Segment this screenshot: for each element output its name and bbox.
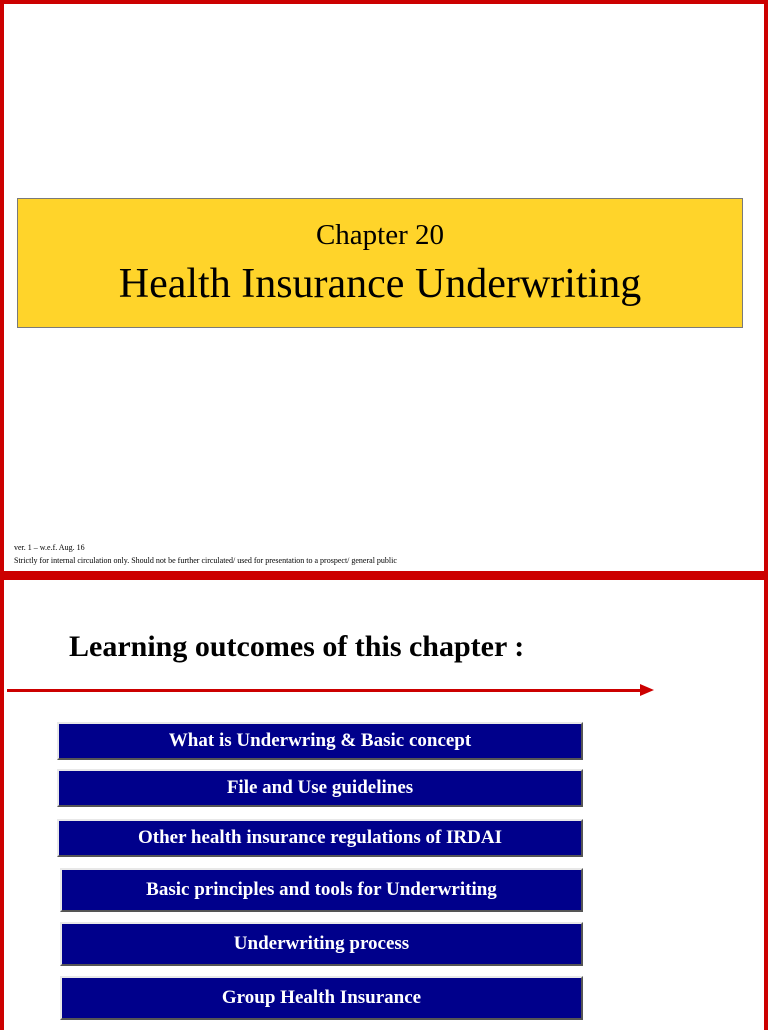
chapter-number: Chapter 20: [315, 219, 445, 251]
topic-file-and-use: File and Use guidelines: [57, 769, 583, 807]
chapter-title: Health Insurance Underwriting: [118, 261, 642, 307]
red-arrow-head: [640, 684, 654, 696]
version-note: ver. 1 – w.e.f. Aug. 16: [14, 543, 85, 552]
topic-group-health-insurance: Group Health Insurance: [60, 976, 583, 1020]
topic-irdai-regulations: Other health insurance regulations of IRDAI: [57, 819, 583, 857]
red-arrow-line: [7, 689, 643, 692]
topic-underwriting-principles: Basic principles and tools for Underwriting: [60, 868, 583, 912]
disclaimer-note: Strictly for internal circulation only. Should not be further circulated/ used for presentation to a prospect/ general public: [14, 556, 397, 565]
title-slide: [4, 4, 764, 571]
topic-underwriting-process: Underwriting process: [60, 922, 583, 966]
learning-outcomes-slide: [4, 580, 764, 1030]
chapter-title-box: [17, 198, 743, 328]
topic-underwriting-basics: What is Underwring & Basic concept: [57, 722, 583, 760]
learning-outcomes-heading: Learning outcomes of this chapter :: [69, 630, 525, 663]
